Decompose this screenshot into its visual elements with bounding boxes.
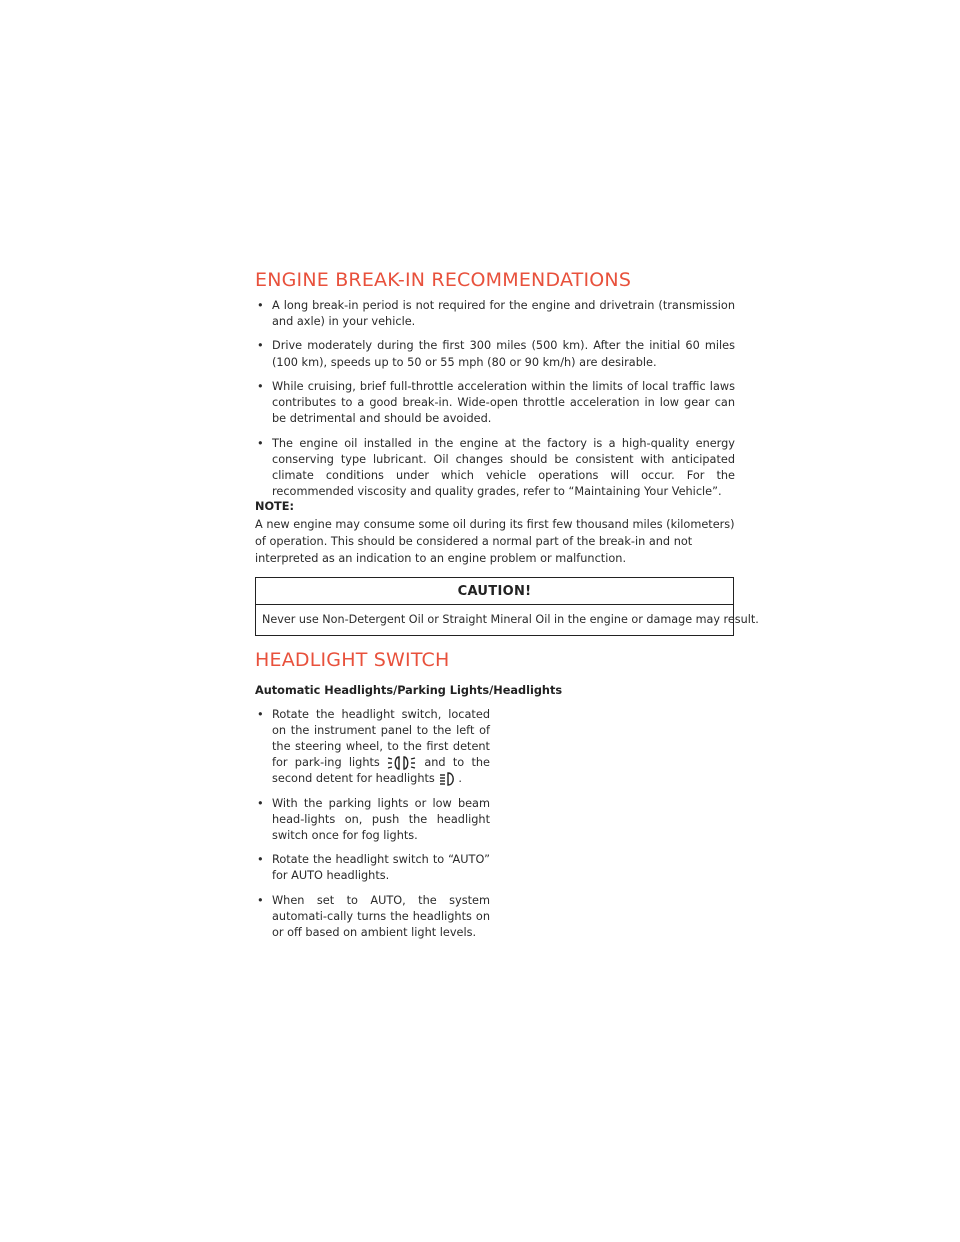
list-item: • A long break-in period is not required for the engine and drivetrain (transmission and axle) in your vehicle. — [255, 298, 735, 330]
list-item: • While cruising, brief full-throttle acceleration within the limits of local traffic laws contributes to a good break-in. Wide-open throttle acceleration in low gear can be detrimental and should be avoided. — [255, 379, 735, 427]
list-item: • When set to AUTO, the system automati-cally turns the headlights on or off based on ambient light levels. — [255, 893, 490, 941]
bullet-text: Rotate the headlight switch, located on the instrument panel to the left of the steering wheel, to the first detent for park-ing lights — [272, 708, 490, 770]
subheading: Automatic Headlights/Parking Lights/Headlights — [255, 684, 563, 697]
bullet-text: . — [458, 772, 462, 786]
caution-box — [255, 577, 759, 636]
list-item: • The engine oil installed in the engine at the factory is a high-quality energy conserving type lubricant. Oil changes should be consistent with anticipated climate conditions under which vehicle operations will occur. For the recommended viscosity and quality grades, refer to “Maintaining Your Vehicle”. — [255, 436, 735, 500]
section-heading-engine-break-in: ENGINE BREAK-IN RECOMMENDATIONS — [255, 269, 632, 291]
list-item — [255, 707, 490, 787]
headlight-bullet-list — [255, 707, 490, 949]
section-heading-headlight-switch: HEADLIGHT SWITCH — [255, 649, 450, 671]
list-item: • Rotate the headlight switch to “AUTO” for AUTO headlights. — [255, 852, 490, 884]
list-item: • Drive moderately during the first 300 miles (500 km). After the initial 60 miles (100 km), speeds up to 50 or 55 mph (80 or 90 km/h) are desirable. — [255, 338, 735, 370]
headlights-icon — [438, 771, 458, 787]
break-in-bullet-list — [255, 298, 735, 508]
caution-text: Never use Non-Detergent Oil or Straight Mineral Oil in the engine or damage may result. — [262, 613, 759, 626]
caution-title: CAUTION! — [256, 578, 733, 605]
note-label: NOTE: — [255, 500, 294, 513]
note-text: A new engine may consume some oil during its first few thousand miles (kilometers) of operation. This should be considered a normal part of the break-in and not interpreted as an indication to an engine problem or malfunction. — [255, 518, 735, 565]
list-item: • With the parking lights or low beam head-lights on, push the headlight switch once for fog lights. — [255, 796, 490, 844]
parking-lights-icon — [387, 755, 417, 771]
bullet-text: and to the second detent for headlights — [272, 756, 490, 786]
